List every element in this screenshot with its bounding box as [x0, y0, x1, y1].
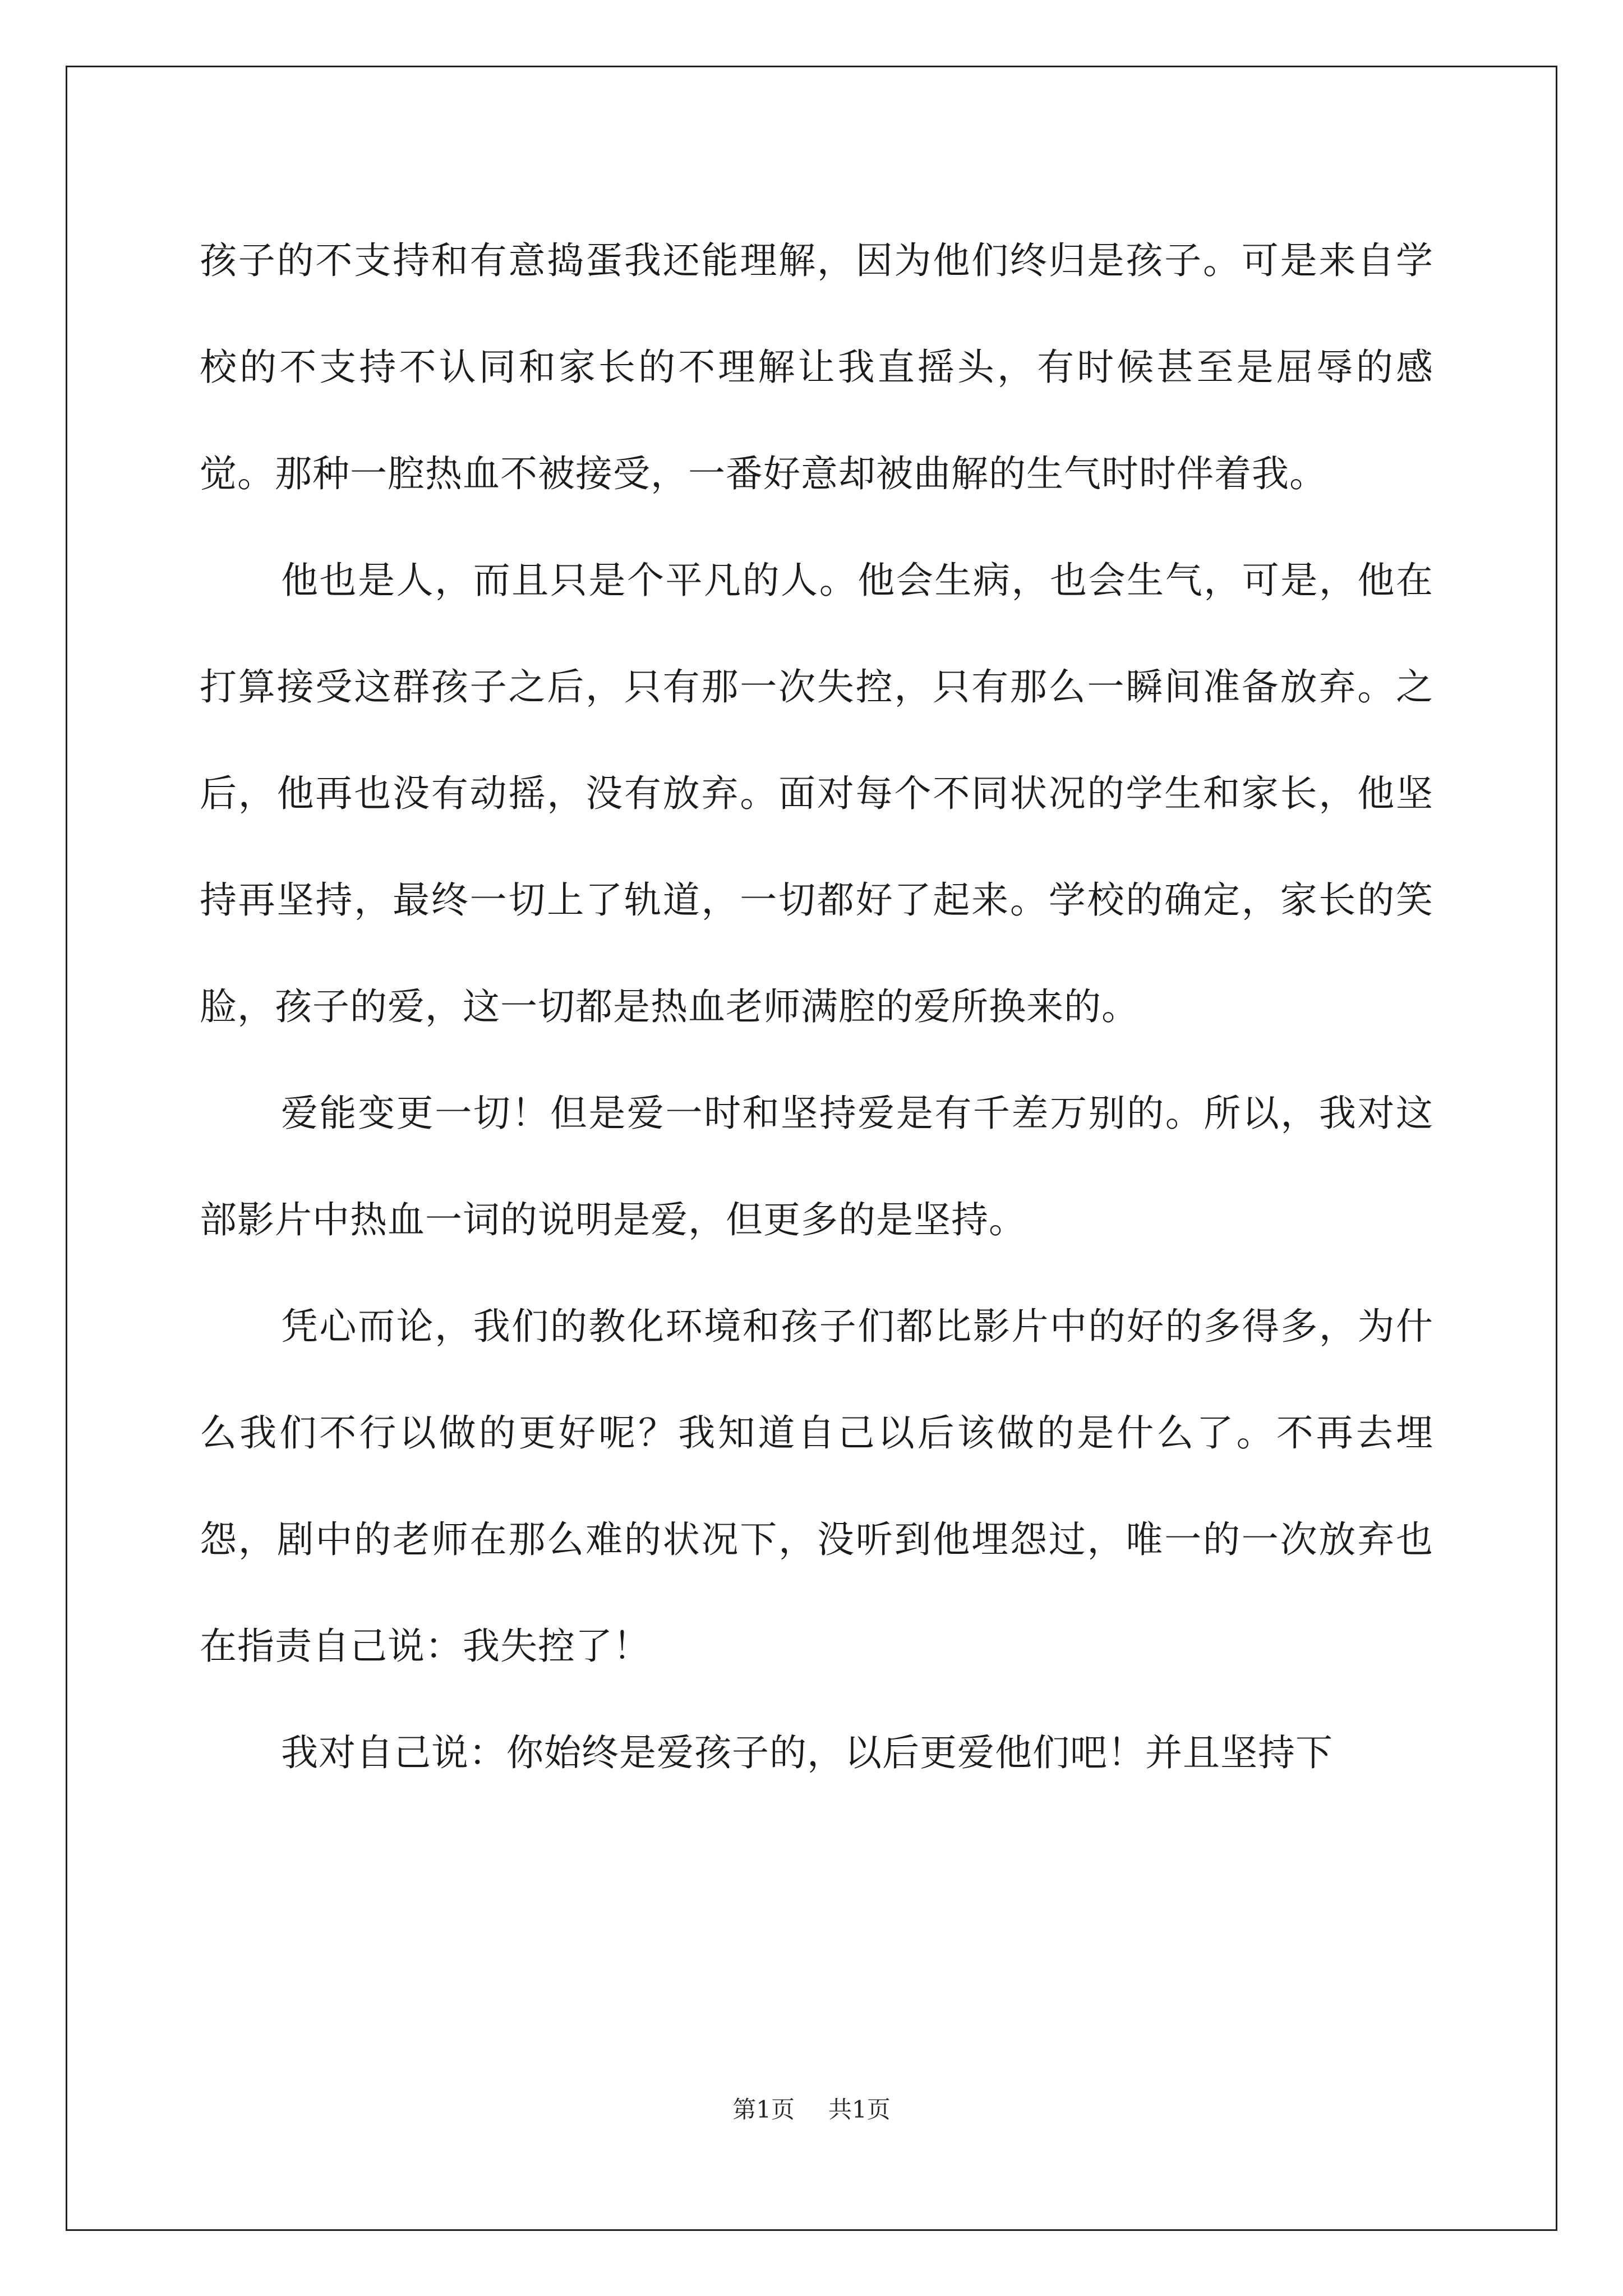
- paragraph-2: 他也是人，而且只是个平凡的人。他会生病，也会生气，可是，他在打算接受这群孩子之后，只有那一次失控，只有那么一瞬间准备放弃。之后，他再也没有动摇，没有放弃。面对每个不同状况的学生和家长，他坚持再坚持，最终一切上了轨道，一切都好了起来。学校的确定，家长的笑脸，孩子的爱，这一切都是热血老师满腔的爱所换来的。: [200, 559, 1433, 1028]
- document-body: [200, 208, 1433, 1806]
- paragraph-5: 我对自己说：你始终是爱孩子的，以后更爱他们吧！并且坚持下: [281, 1731, 1333, 1774]
- page-number: 第1页: [732, 2096, 795, 2123]
- paragraph-3: 爱能变更一切！但是爱一时和坚持爱是有千差万别的。所以，我对这部影片中热血一词的说明是爱，但更多的是坚持。: [200, 1092, 1433, 1241]
- paragraph-4: 凭心而论，我们的教化环境和孩子们都比影片中的好的多得多，为什么我们不行以做的更好呢？我知道自己以后该做的是什么了。不再去埋怨，剧中的老师在那么难的状况下，没听到他埋怨过，唯一的一次放弃也在指责自己说：我失控了！: [200, 1305, 1433, 1668]
- paragraph-1: 孩子的不支持和有意捣蛋我还能理解，因为他们终归是孩子。可是来自学校的不支持不认同和家长的不理解让我直摇头，有时候甚至是屈辱的感觉。那种一腔热血不被接受，一番好意却被曲解的生气时时伴着我。: [200, 239, 1433, 495]
- page-total: 共1页: [828, 2096, 891, 2123]
- page-footer: [0, 2091, 1623, 2125]
